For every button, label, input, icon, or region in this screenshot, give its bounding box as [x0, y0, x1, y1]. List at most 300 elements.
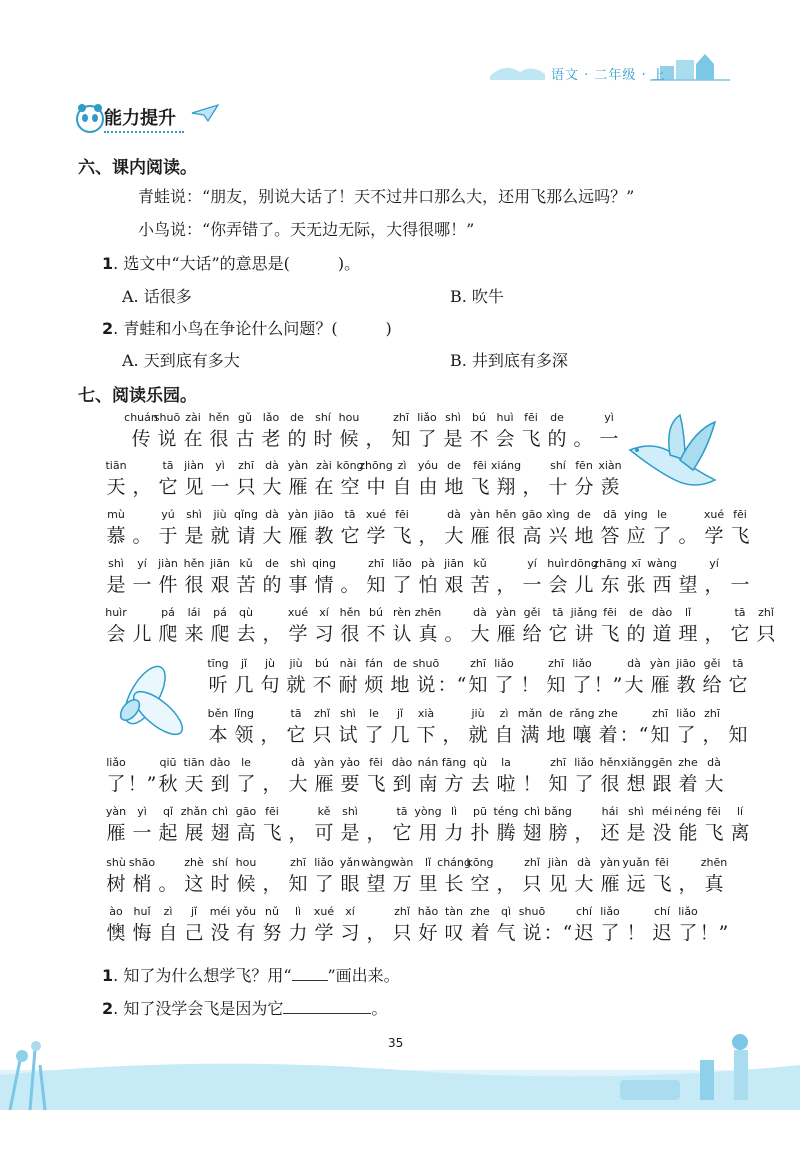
hanzi: 雁 — [496, 623, 516, 645]
pinyin: zhǎn — [180, 805, 208, 818]
character-cell — [491, 656, 517, 698]
character-cell — [699, 656, 725, 698]
hanzi: 它 — [548, 623, 568, 645]
character-cell — [311, 755, 337, 797]
character-cell — [545, 904, 571, 946]
character-cell — [181, 755, 207, 797]
character-cell — [363, 556, 389, 598]
answer-blank[interactable] — [283, 1013, 371, 1014]
pinyin: tā — [162, 459, 174, 472]
character-cell — [595, 706, 621, 748]
pinyin: fēi — [473, 459, 487, 472]
character-cell — [649, 605, 675, 647]
hanzi: 离 — [730, 822, 750, 844]
character-cell — [467, 904, 493, 946]
character-cell — [519, 855, 545, 897]
hanzi: 它 — [340, 525, 360, 547]
pinyin: de — [290, 411, 304, 424]
character-cell — [467, 458, 493, 500]
hanzi: 着 — [470, 922, 490, 944]
hanzi: ， — [522, 476, 542, 498]
hanzi: 学 — [704, 525, 724, 547]
hanzi: ， — [262, 623, 282, 645]
hanzi: 懊 — [106, 922, 126, 944]
pinyin: zhēn — [700, 856, 728, 869]
character-cell — [415, 458, 441, 500]
character-cell — [467, 605, 493, 647]
hanzi: 很 — [209, 428, 229, 450]
character-cell — [415, 804, 441, 846]
character-cell — [519, 904, 545, 946]
character-cell — [311, 458, 337, 500]
pinyin: xià — [417, 707, 435, 720]
character-cell — [285, 458, 311, 500]
pinyin: xiáng — [490, 459, 522, 472]
hanzi: 由 — [418, 476, 438, 498]
hanzi: 只 — [756, 623, 776, 645]
hanzi: 领 — [234, 724, 254, 746]
pinyin: la — [501, 756, 511, 769]
character-cell — [259, 804, 285, 846]
hanzi: 了 — [574, 773, 594, 795]
hanzi: 啦 — [496, 773, 516, 795]
hanzi: 长 — [444, 873, 464, 895]
hanzi: 南 — [418, 773, 438, 795]
story-line — [103, 755, 727, 797]
pinyin: zhī — [548, 657, 564, 670]
hanzi: 是 — [626, 822, 646, 844]
pinyin: qiū — [159, 756, 177, 769]
character-cell — [233, 804, 259, 846]
hanzi: ， — [704, 574, 724, 596]
pinyin: néng — [674, 805, 702, 818]
character-cell — [103, 605, 129, 647]
pinyin: zì — [397, 459, 407, 472]
character-cell — [675, 556, 701, 598]
pinyin: jiāo — [314, 508, 334, 521]
pinyin: jiān — [444, 557, 464, 570]
character-cell — [413, 706, 439, 748]
hanzi: 说 — [522, 922, 542, 944]
pinyin: rèn — [392, 606, 412, 619]
character-cell — [492, 410, 518, 452]
character-cell — [493, 755, 519, 797]
pinyin: yóu — [417, 459, 439, 472]
badge-dotted-line — [104, 131, 184, 133]
pinyin: shì — [108, 557, 124, 570]
option-a[interactable]: A. 话很多 — [122, 287, 192, 306]
pinyin: dà — [447, 508, 461, 521]
character-cell — [103, 507, 129, 549]
question-7-1: 1. 知了为什么想学飞？用“ ”画出来。 — [102, 966, 400, 985]
character-cell — [621, 656, 647, 698]
hanzi: ， — [288, 822, 308, 844]
pinyin: shì — [342, 805, 358, 818]
hanzi: 就 — [210, 525, 230, 547]
character-cell — [649, 855, 675, 897]
pinyin: pá — [213, 606, 227, 619]
hanzi: 在 — [314, 476, 334, 498]
hanzi: 兴 — [548, 525, 568, 547]
pinyin: dào — [209, 756, 231, 769]
character-cell — [545, 507, 571, 549]
pinyin: zhōng — [359, 459, 393, 472]
pinyin: xué — [365, 508, 387, 521]
hanzi: 翅 — [522, 822, 542, 844]
pinyin: pū — [473, 805, 487, 818]
badge-label: 能力提升 — [104, 108, 176, 129]
hanzi: ， — [418, 525, 438, 547]
hanzi: 候 — [236, 873, 256, 895]
hanzi: ， — [366, 922, 386, 944]
character-cell — [597, 605, 623, 647]
character-cell — [207, 507, 233, 549]
option-a[interactable]: A. 天到底有多大 — [122, 351, 240, 370]
character-cell — [259, 855, 285, 897]
hanzi: 就 — [468, 724, 488, 746]
hanzi: 大 — [624, 674, 644, 696]
pinyin: nài — [339, 657, 357, 670]
character-cell — [413, 656, 439, 698]
pinyin: nán — [417, 756, 439, 769]
hanzi: 起 — [158, 822, 178, 844]
pinyin: bú — [369, 606, 383, 619]
character-cell — [623, 507, 649, 549]
hanzi: ！” — [593, 674, 623, 696]
pinyin: zhǐ — [524, 856, 540, 869]
character-cell — [544, 410, 570, 452]
pinyin: fán — [365, 657, 383, 670]
character-cell — [129, 605, 155, 647]
character-cell — [491, 706, 517, 748]
hanzi: 可 — [314, 822, 334, 844]
character-cell — [543, 706, 569, 748]
character-cell — [233, 855, 259, 897]
pinyin: fēi — [265, 805, 279, 818]
character-cell — [493, 804, 519, 846]
character-cell — [519, 458, 545, 500]
pinyin: zhī — [470, 657, 486, 670]
character-cell — [389, 507, 415, 549]
hanzi: 梢 — [132, 873, 152, 895]
hanzi: 眼 — [340, 873, 360, 895]
character-cell — [441, 605, 467, 647]
character-cell — [727, 556, 753, 598]
pinyin: yǒu — [235, 905, 257, 918]
character-cell — [389, 556, 415, 598]
hanzi: 来 — [184, 623, 204, 645]
character-cell — [465, 706, 491, 748]
pinyin: huìr — [547, 557, 569, 570]
hanzi: 很 — [184, 574, 204, 596]
option-b[interactable]: B. 吹牛 — [450, 287, 504, 306]
pinyin: rǎng — [569, 707, 595, 720]
pinyin: lǎo — [262, 411, 280, 424]
character-cell — [517, 706, 543, 748]
pinyin: yǎn — [339, 856, 361, 869]
character-cell — [571, 855, 597, 897]
pinyin: xué — [287, 606, 309, 619]
character-cell — [181, 605, 207, 647]
pinyin: zhè — [184, 856, 204, 869]
hanzi: 方 — [444, 773, 464, 795]
character-cell — [545, 755, 571, 797]
character-cell — [336, 410, 362, 452]
character-cell — [753, 605, 779, 647]
character-cell — [311, 605, 337, 647]
character-cell — [103, 755, 129, 797]
hanzi: 老 — [261, 428, 281, 450]
character-cell — [437, 855, 471, 897]
character-cell — [337, 804, 363, 846]
character-cell — [285, 904, 311, 946]
hanzi: 飞 — [392, 525, 412, 547]
pinyin: kě — [317, 805, 331, 818]
hanzi: 见 — [548, 873, 568, 895]
character-cell — [675, 755, 701, 797]
hanzi: 跟 — [652, 773, 672, 795]
pinyin: chí — [653, 905, 671, 918]
hanzi: 烦 — [364, 674, 384, 696]
hanzi: 飞 — [704, 822, 724, 844]
pinyin: de — [393, 657, 407, 670]
hanzi: 学 — [288, 623, 308, 645]
hanzi: 着 — [598, 724, 618, 746]
hanzi: 知 — [546, 674, 566, 696]
character-cell — [441, 804, 467, 846]
pinyin: liǎo — [392, 557, 412, 570]
character-cell — [285, 507, 311, 549]
hanzi: 天 — [184, 773, 204, 795]
character-cell — [389, 804, 415, 846]
character-cell — [259, 904, 285, 946]
hanzi: 知 — [391, 428, 411, 450]
pinyin: tā — [344, 508, 356, 521]
hanzi: ！ — [522, 773, 542, 795]
character-cell — [673, 656, 699, 698]
pinyin: de — [550, 411, 564, 424]
hanzi: 有 — [236, 922, 256, 944]
character-cell — [519, 507, 545, 549]
pinyin: shì — [186, 508, 202, 521]
character-cell — [337, 605, 363, 647]
pinyin: dà — [265, 459, 279, 472]
character-cell — [311, 904, 337, 946]
character-cell — [623, 855, 649, 897]
character-cell — [597, 855, 623, 897]
pinyin: tàn — [444, 905, 464, 918]
pinyin: fēi — [603, 606, 617, 619]
pinyin: liǎo — [494, 657, 514, 670]
character-cell — [181, 855, 207, 897]
pinyin: pà — [421, 557, 435, 570]
character-cell — [285, 855, 311, 897]
hanzi: 努 — [262, 922, 282, 944]
character-cell — [233, 904, 259, 946]
hanzi: ：“ — [619, 724, 649, 746]
hanzi: ， — [496, 574, 516, 596]
pinyin: shì — [290, 557, 306, 570]
character-cell — [389, 458, 415, 500]
character-cell — [545, 804, 571, 846]
character-cell — [155, 904, 181, 946]
city-skyline-icon — [0, 52, 800, 92]
hanzi: 还 — [600, 822, 620, 844]
hanzi: 飞 — [366, 773, 386, 795]
hanzi: 它 — [730, 623, 750, 645]
pinyin: zhī — [238, 459, 254, 472]
pinyin: jiù — [471, 707, 485, 720]
pinyin: zhǐ — [314, 707, 330, 720]
hanzi: 大 — [262, 525, 282, 547]
hanzi: 真 — [418, 623, 438, 645]
pinyin: gāo — [521, 508, 543, 521]
hanzi: 东 — [600, 574, 620, 596]
hanzi: ， — [704, 623, 724, 645]
hanzi: 十 — [548, 476, 568, 498]
pinyin: yàn — [105, 805, 127, 818]
story-line — [124, 410, 622, 452]
pinyin: huì — [496, 411, 514, 424]
option-b[interactable]: B. 井到底有多深 — [450, 351, 568, 370]
pinyin: qǐng — [234, 508, 258, 521]
pinyin: hěn — [599, 756, 621, 769]
page-header — [0, 52, 800, 92]
pinyin: dào — [651, 606, 673, 619]
pinyin: jiāo — [676, 657, 696, 670]
hanzi: 。 — [678, 525, 698, 547]
character-cell — [493, 855, 519, 897]
character-cell — [675, 804, 701, 846]
pinyin: zhī — [550, 756, 566, 769]
pinyin: fēi — [524, 411, 538, 424]
character-cell — [571, 507, 597, 549]
pinyin: dà — [707, 756, 721, 769]
pinyin: xué — [703, 508, 725, 521]
pinyin: chuán — [124, 411, 158, 424]
pinyin: xiǎng — [620, 756, 652, 769]
character-cell — [207, 605, 233, 647]
character-cell — [207, 458, 233, 500]
character-cell — [595, 656, 621, 698]
character-cell — [387, 706, 413, 748]
character-cell — [727, 507, 753, 549]
pinyin: hou — [235, 856, 257, 869]
hanzi: 是 — [184, 525, 204, 547]
character-cell — [155, 855, 181, 897]
pinyin: le — [657, 508, 667, 521]
hanzi: 一 — [522, 574, 542, 596]
character-cell — [621, 706, 647, 748]
pinyin: shù — [106, 856, 126, 869]
character-cell — [439, 656, 465, 698]
pinyin: hái — [601, 805, 619, 818]
pinyin: lái — [187, 606, 201, 619]
hanzi: 了 — [572, 674, 592, 696]
hanzi: 知 — [548, 773, 568, 795]
pinyin: jiān — [210, 557, 230, 570]
hanzi: 西 — [652, 574, 672, 596]
character-cell — [337, 507, 363, 549]
pinyin: hou — [338, 411, 360, 424]
hanzi: 悔 — [132, 922, 152, 944]
character-cell — [129, 458, 155, 500]
hanzi: 认 — [392, 623, 412, 645]
hanzi: 了 — [417, 428, 437, 450]
character-cell — [467, 804, 493, 846]
pinyin: jiàn — [184, 459, 204, 472]
character-cell — [675, 507, 701, 549]
character-cell — [597, 804, 623, 846]
pinyin: shí — [212, 856, 228, 869]
pinyin: xí — [319, 606, 329, 619]
character-cell — [701, 605, 727, 647]
pinyin: de — [629, 606, 643, 619]
hanzi: 知 — [728, 724, 748, 746]
character-cell — [311, 855, 337, 897]
character-cell — [103, 804, 129, 846]
hanzi: ！ — [520, 674, 540, 696]
character-cell — [129, 556, 155, 598]
pinyin: lí — [736, 805, 744, 818]
character-cell — [205, 656, 231, 698]
character-cell — [415, 755, 441, 797]
pinyin: jiàn — [548, 856, 568, 869]
hanzi: 很 — [340, 623, 360, 645]
hanzi: 的 — [287, 428, 307, 450]
pinyin: qù — [239, 606, 253, 619]
hanzi: 习 — [314, 623, 334, 645]
character-cell — [284, 410, 310, 452]
pinyin: shí — [550, 459, 566, 472]
hanzi: 雁 — [650, 674, 670, 696]
hanzi: 扑 — [470, 822, 490, 844]
character-cell — [647, 656, 673, 698]
hanzi: 本 — [208, 724, 228, 746]
hanzi: 几 — [390, 724, 410, 746]
hanzi: 说 — [416, 674, 436, 696]
character-cell — [232, 410, 258, 452]
character-cell — [675, 605, 701, 647]
hanzi: 知 — [468, 674, 488, 696]
question-6-2: 2. 青蛙和小鸟在争论什么问题？( ) — [102, 319, 392, 338]
page-number: 35 — [388, 1036, 404, 1050]
pinyin: de — [549, 707, 563, 720]
hanzi: 了 — [494, 674, 514, 696]
hanzi: 一 — [132, 574, 152, 596]
pinyin: huǐ — [133, 905, 151, 918]
pinyin: běn — [207, 707, 229, 720]
pinyin: yuǎn — [622, 856, 650, 869]
pinyin: liǎo — [676, 707, 696, 720]
character-cell — [519, 755, 545, 797]
pinyin: liǎo — [600, 905, 620, 918]
pinyin: kōng — [466, 856, 494, 869]
hanzi: 是 — [443, 428, 463, 450]
hanzi: 飞 — [262, 822, 282, 844]
pinyin: de — [447, 459, 461, 472]
character-cell — [701, 855, 727, 897]
pinyin: gěi — [703, 657, 721, 670]
pinyin: fēi — [707, 805, 721, 818]
character-cell — [519, 605, 545, 647]
hanzi: 真 — [704, 873, 724, 895]
hanzi: 道 — [652, 623, 672, 645]
character-cell — [675, 855, 701, 897]
character-cell — [335, 706, 361, 748]
hanzi: 羡 — [600, 476, 620, 498]
answer-blank[interactable] — [292, 980, 328, 981]
